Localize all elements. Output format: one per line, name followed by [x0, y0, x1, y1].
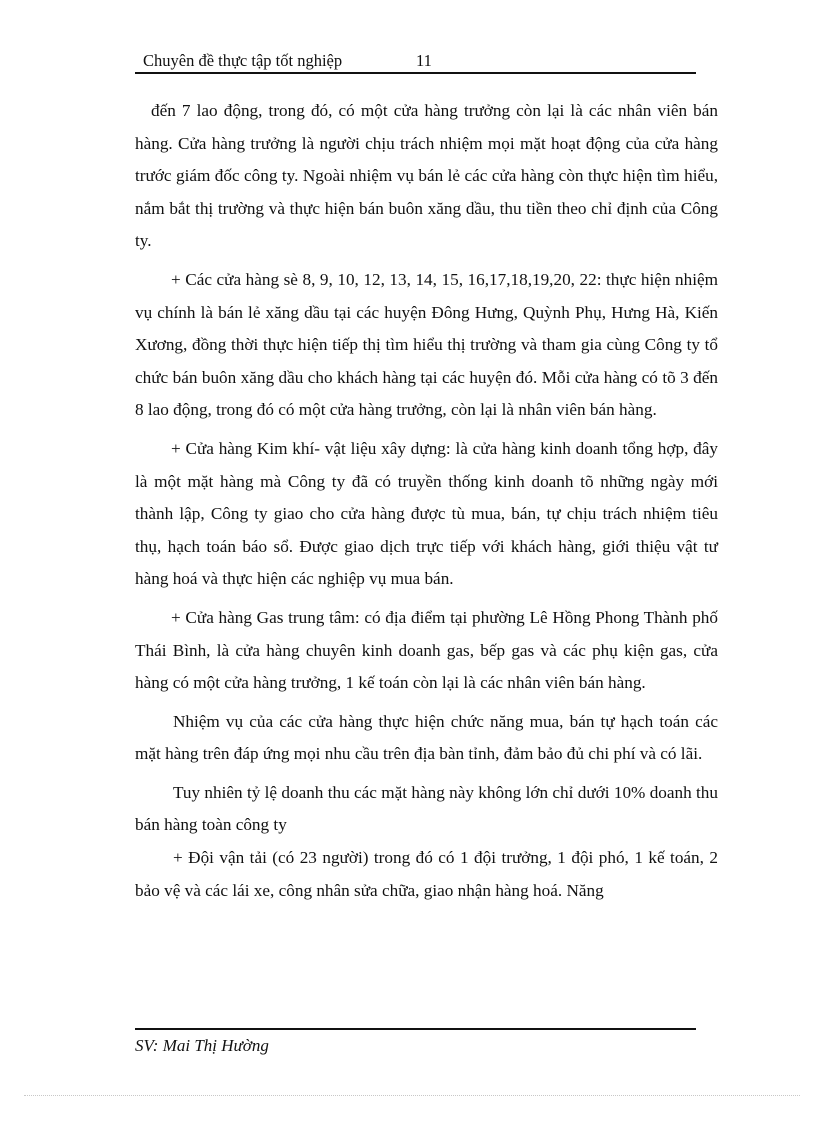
paragraph: + Các cửa hàng sè 8, 9, 10, 12, 13, 14, 15, 16,17,18,19,20, 22: thực hiện nhiệm vụ chính là bán lẻ xăng dầu tại các huyện Đông Hưng, Quỳnh Phụ, Hưng Hà, Kiến Xương, đồng thời thực hiện tiếp thị tìm hiểu thị trường và tham gia cùng Công ty tổ chức bán buôn xăng dầu cho khách hàng tại các huyện đó. Mỗi cửa hàng có tõ 3 đến 8 lao động, trong đó có một cửa hàng trưởng, còn lại là nhân viên bán hàng.: [135, 269, 718, 420]
paragraph: + Cửa hàng Gas trung tâm: có địa điểm tại phường Lê Hồng Phong Thành phố Thái Bình, là cửa hàng chuyên kinh doanh gas, bếp gas và các phụ kiện gas, cửa hàng có một cửa hàng trưởng, 1 kế toán còn lại là các nhân viên bán hàng.: [135, 607, 718, 693]
paragraph: + Đội vận tải (có 23 người) trong đó có 1 đội trưởng, 1 đội phó, 1 kế toán, 2 bảo vệ và các lái xe, công nhân sửa chữa, giao nhận hàng hoá. Năng: [135, 848, 718, 900]
page-footer: [135, 1028, 696, 1058]
paragraph: + Cửa hàng Kim khí- vật liệu xây dựng: là cửa hàng kinh doanh tổng hợp, đây là một mặt hàng mà Công ty đã có truyền thống kinh doanh tõ những ngày mới thành lập, Công ty giao cho cửa hàng được tù mua, bán, tự chịu trách nhiệm tiêu thụ, hạch toán báo sổ. Được giao dịch trực tiếp với khách hàng, giới thiệu vật tư hàng hoá và thực hiện các nghiệp vụ mua bán.: [135, 438, 718, 589]
paragraph: Tuy nhiên tỷ lệ doanh thu các mặt hàng này không lớn chỉ dưới 10% doanh thu bán hàng toàn công ty: [135, 782, 718, 835]
document-title: Chuyên đề thực tập tốt nghiệp: [143, 51, 343, 70]
body-text: [135, 95, 718, 913]
page-header: [135, 48, 696, 74]
student-name: SV: Mai Thị Hường: [135, 1036, 269, 1055]
page-bottom-edge: [24, 1095, 800, 1096]
page-number: 11: [416, 51, 432, 70]
paragraph: đến 7 lao động, trong đó, có một cửa hàng trưởng còn lại là các nhân viên bán hàng. Cửa hàng trưởng là người chịu trách nhiệm mọi mặt hoạt động của cửa hàng trước giám đốc công ty. Ngoài nhiệm vụ bán lẻ các cửa hàng còn thực hiện tìm hiểu, nắm bắt thị trường và thực hiện bán buôn xăng dầu, thu tiền theo chỉ định của Công ty.: [135, 101, 718, 251]
paragraph: Nhiệm vụ của các cửa hàng thực hiện chức năng mua, bán tự hạch toán các mặt hàng trên đáp ứng mọi nhu cầu trên địa bàn tỉnh, đảm bảo đủ chi phí và có lãi.: [135, 711, 718, 764]
